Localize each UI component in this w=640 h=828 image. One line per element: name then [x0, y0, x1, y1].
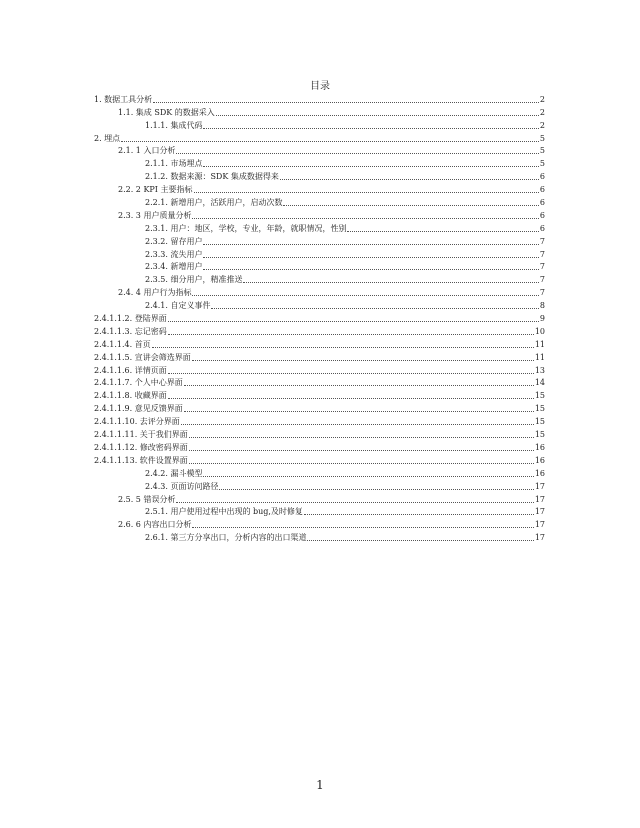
toc-entry[interactable]	[94, 350, 545, 363]
toc-dot-leader	[168, 334, 534, 335]
toc-entry-label: 2.3.3. 流失用户	[145, 249, 203, 259]
toc-entry-page: 16	[534, 455, 545, 465]
toc-entry-page: 8	[539, 301, 545, 311]
toc-entry-page: 11	[534, 339, 545, 349]
toc-entry-page: 17	[534, 507, 545, 517]
toc-entry-label: 2.4.1. 自定义事件	[145, 301, 211, 311]
toc-entry-label: 2.1.2. 数据来源：SDK 集成数据得来	[145, 172, 279, 182]
toc-entry-page: 5	[539, 133, 545, 143]
toc-dot-leader	[307, 540, 533, 541]
toc-entry-page: 14	[534, 378, 545, 388]
toc-entry-label: 2.4.1.1.10. 去评分界面	[94, 417, 180, 427]
toc-entry-label: 2.1.1. 市场埋点	[145, 159, 203, 169]
toc-entry-label: 1. 数据工具分析	[94, 94, 153, 104]
toc-entry[interactable]	[94, 505, 545, 518]
toc-dot-leader	[203, 128, 538, 129]
toc-entry-label: 2.3.5. 细分用户，精准推送	[145, 275, 243, 285]
toc-entry-label: 2.4.1.1.3. 忘记密码	[94, 326, 167, 336]
toc-entry-page: 6	[539, 172, 545, 182]
toc-entry-label: 2.4.2. 漏斗模型	[145, 468, 203, 478]
toc-entry-page: 17	[534, 533, 545, 543]
toc-dot-leader	[176, 502, 533, 503]
toc-dot-leader	[181, 424, 534, 425]
toc-entry[interactable]	[94, 427, 545, 440]
table-of-contents	[94, 92, 545, 543]
toc-entry-label: 2.4.1.1.4. 首页	[94, 339, 151, 349]
toc-entry-page: 13	[534, 365, 545, 375]
toc-entry[interactable]	[94, 208, 545, 221]
toc-entry-page: 16	[534, 442, 545, 452]
toc-entry-page: 16	[534, 468, 545, 478]
toc-entry[interactable]	[94, 401, 545, 414]
toc-dot-leader	[192, 218, 538, 219]
toc-dot-leader	[219, 489, 533, 490]
toc-entry-page: 6	[539, 185, 545, 195]
toc-entry[interactable]	[94, 388, 545, 401]
toc-entry-label: 2.3.2. 留存用户	[145, 236, 203, 246]
toc-entry-page: 6	[539, 198, 545, 208]
toc-entry-page: 2	[539, 120, 545, 130]
toc-dot-leader	[152, 347, 534, 348]
toc-dot-leader	[203, 244, 538, 245]
toc-entry[interactable]	[94, 414, 545, 427]
toc-dot-leader	[347, 231, 538, 232]
toc-entry-label: 2.3. 3 用户质量分析	[118, 210, 192, 220]
toc-entry-page: 17	[534, 494, 545, 504]
toc-entry-label: 2.4.1.1.12. 修改密码界面	[94, 442, 188, 452]
toc-entry-label: 2.6. 6 内容出口分析	[118, 520, 192, 530]
toc-dot-leader	[211, 308, 538, 309]
toc-dot-leader	[176, 153, 538, 154]
toc-entry-label: 1.1.1. 集成代码	[145, 120, 203, 130]
toc-entry-page: 17	[534, 520, 545, 530]
toc-entry[interactable]	[94, 144, 545, 157]
toc-dot-leader	[203, 269, 538, 270]
toc-entry[interactable]	[94, 311, 545, 324]
toc-dot-leader	[192, 527, 533, 528]
toc-entry-page: 5	[539, 159, 545, 169]
toc-entry-page: 2	[539, 94, 545, 104]
toc-entry-page: 10	[534, 326, 545, 336]
toc-dot-leader	[203, 257, 538, 258]
toc-entry-label: 2.4.1.1.13. 软件设置界面	[94, 455, 188, 465]
toc-entry[interactable]	[94, 298, 545, 311]
toc-entry-page: 6	[539, 210, 545, 220]
toc-entry-page: 2	[539, 107, 545, 117]
toc-entry-page: 7	[539, 275, 545, 285]
toc-entry[interactable]	[94, 466, 545, 479]
toc-entry[interactable]	[94, 169, 545, 182]
toc-entry-label: 2.4.1.1.2. 登陆界面	[94, 314, 167, 324]
toc-dot-leader	[153, 102, 539, 103]
toc-entry[interactable]	[94, 363, 545, 376]
toc-dot-leader	[168, 321, 539, 322]
toc-entry-label: 2.2. 2 KPI 主要指标	[118, 185, 193, 195]
toc-entry-label: 2. 埋点	[94, 133, 121, 143]
toc-entry-label: 2.4.1.1.11. 关于我们界面	[94, 430, 188, 440]
toc-entry-page: 9	[539, 314, 545, 324]
toc-dot-leader	[203, 476, 533, 477]
toc-entry[interactable]	[94, 260, 545, 273]
toc-entry-label: 2.6.1. 第三方分享出口，分析内容的出口渠道	[145, 533, 307, 543]
toc-entry-page: 5	[539, 146, 545, 156]
toc-dot-leader	[280, 179, 539, 180]
toc-entry[interactable]	[94, 285, 545, 298]
toc-entry-page: 6	[539, 223, 545, 233]
toc-entry-page: 15	[534, 391, 545, 401]
toc-entry-page: 15	[534, 404, 545, 414]
toc-dot-leader	[304, 514, 534, 515]
toc-dot-leader	[168, 398, 534, 399]
toc-entry[interactable]	[94, 324, 545, 337]
toc-dot-leader	[203, 166, 538, 167]
toc-dot-leader	[194, 192, 539, 193]
toc-entry[interactable]	[94, 492, 545, 505]
toc-dot-leader	[189, 450, 534, 451]
toc-entry-label: 2.5. 5 错误分析	[118, 494, 176, 504]
toc-entry-label: 2.4. 4 用户行为指标	[118, 288, 192, 298]
toc-entry[interactable]	[94, 272, 545, 285]
toc-entry-label: 2.4.1.1.7. 个人中心界面	[94, 378, 183, 388]
toc-entry[interactable]	[94, 517, 545, 530]
toc-dot-leader	[189, 437, 534, 438]
toc-entry-label: 2.5.1. 用户使用过程中出现的 bug,及时修复	[145, 507, 303, 517]
toc-dot-leader	[189, 463, 534, 464]
toc-entry-page: 7	[539, 236, 545, 246]
toc-entry[interactable]	[94, 105, 545, 118]
toc-entry-page: 7	[539, 288, 545, 298]
toc-dot-leader	[216, 115, 539, 116]
toc-entry[interactable]	[94, 530, 545, 543]
toc-entry-label: 2.4.1.1.5. 宣讲会筛选界面	[94, 352, 191, 362]
toc-entry-label: 2.3.1. 用户：地区，学校，专业，年龄，就职情况，性别	[145, 223, 347, 233]
toc-entry[interactable]	[94, 247, 545, 260]
toc-entry-label: 1.1. 集成 SDK 的数据采入	[118, 107, 215, 117]
toc-entry-label: 2.2.1. 新增用户，活跃用户，启动次数	[145, 198, 283, 208]
toc-entry[interactable]	[94, 156, 545, 169]
toc-entry-label: 2.1. 1 入口分析	[118, 146, 176, 156]
toc-entry[interactable]	[94, 440, 545, 453]
toc-dot-leader	[283, 205, 538, 206]
toc-entry[interactable]	[94, 221, 545, 234]
toc-dot-leader	[184, 411, 534, 412]
toc-dot-leader	[192, 295, 538, 296]
toc-entry-page: 15	[534, 417, 545, 427]
toc-dot-leader	[192, 360, 534, 361]
toc-entry[interactable]	[94, 118, 545, 131]
toc-entry[interactable]	[94, 479, 545, 492]
toc-entry-page: 7	[539, 249, 545, 259]
toc-entry[interactable]	[94, 131, 545, 144]
toc-dot-leader	[168, 373, 534, 374]
toc-entry-label: 2.4.1.1.8. 收藏界面	[94, 391, 167, 401]
toc-entry[interactable]	[94, 337, 545, 350]
toc-entry-label: 2.4.1.1.9. 意见反馈界面	[94, 404, 183, 414]
toc-dot-leader	[121, 141, 539, 142]
toc-entry-label: 2.3.4. 新增用户	[145, 262, 203, 272]
toc-entry-page: 17	[534, 481, 545, 491]
toc-entry-label: 2.4.3. 页面访问路径	[145, 481, 219, 491]
toc-entry[interactable]	[94, 453, 545, 466]
toc-entry[interactable]	[94, 92, 545, 105]
toc-dot-leader	[243, 282, 538, 283]
toc-dot-leader	[184, 385, 534, 386]
toc-entry-page: 7	[539, 262, 545, 272]
toc-entry-page: 15	[534, 430, 545, 440]
toc-title: 目录	[310, 81, 330, 92]
toc-entry[interactable]	[94, 376, 545, 389]
toc-entry-page: 11	[534, 352, 545, 362]
toc-entry-label: 2.4.1.1.6. 详情页面	[94, 365, 167, 375]
toc-entry[interactable]	[94, 234, 545, 247]
page-number: 1	[316, 778, 324, 792]
toc-entry[interactable]	[94, 195, 545, 208]
toc-entry[interactable]	[94, 182, 545, 195]
